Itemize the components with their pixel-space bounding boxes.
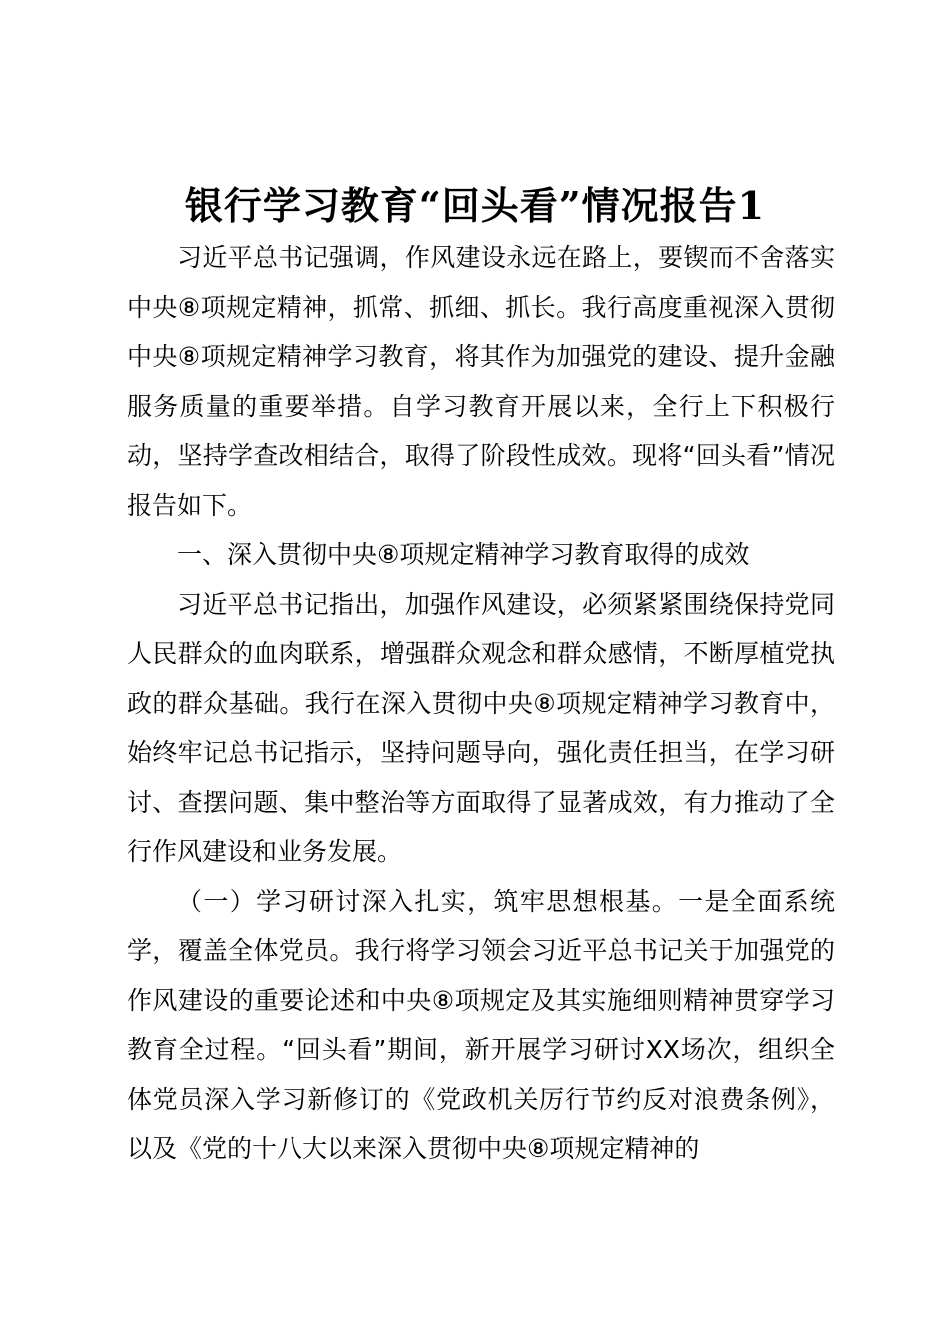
intro-paragraph: 习近平总书记强调，作风建设永远在路上，要锲而不舍落实中央⑧项规定精神，抓常、抓细、抓长。我行高度重视深入贯彻中央⑧项规定精神学习教育，将其作为加强党的建设、提升金融服务质量的重要举措。自学习教育开展以来，全行上下积极行动，坚持学查改相结合，取得了阶段性成效。现将“回头看”情况报告如下。 (127, 243, 835, 520)
section-heading-1: 一、深入贯彻中央⑧项规定精神学习教育取得的成效 (177, 540, 750, 569)
section-1-paragraph: 习近平总书记指出，加强作风建设，必须紧紧围绕保持党同人民群众的血肉联系，增强群众观念和群众感情，不断厚植党执政的群众基础。我行在深入贯彻中央⑧项规定精神学习教育中，始终牢记总书记指示，坚持问题导向，强化责任担当，在学习研讨、查摆问题、集中整治等方面取得了显著成效，有力推动了全行作风建设和业务发展。 (127, 589, 835, 866)
subsection-1-paragraph: （一）学习研讨深入扎实，筑牢思想根基。一是全面系统学，覆盖全体党员。我行将学习领会习近平总书记关于加强党的作风建设的重要论述和中央⑧项规定及其实施细则精神贯穿学习教育全过程。“回头看”期间，新开展学习研讨XX场次，组织全体党员深入学习新修订的《党政机关厉行节约反对浪费条例》，以及《党的十八大以来深入贯彻中央⑧项规定精神的 (127, 886, 835, 1163)
document-body (127, 233, 835, 1174)
document-title: 银行学习教育“回头看”情况报告1 (184, 183, 766, 228)
